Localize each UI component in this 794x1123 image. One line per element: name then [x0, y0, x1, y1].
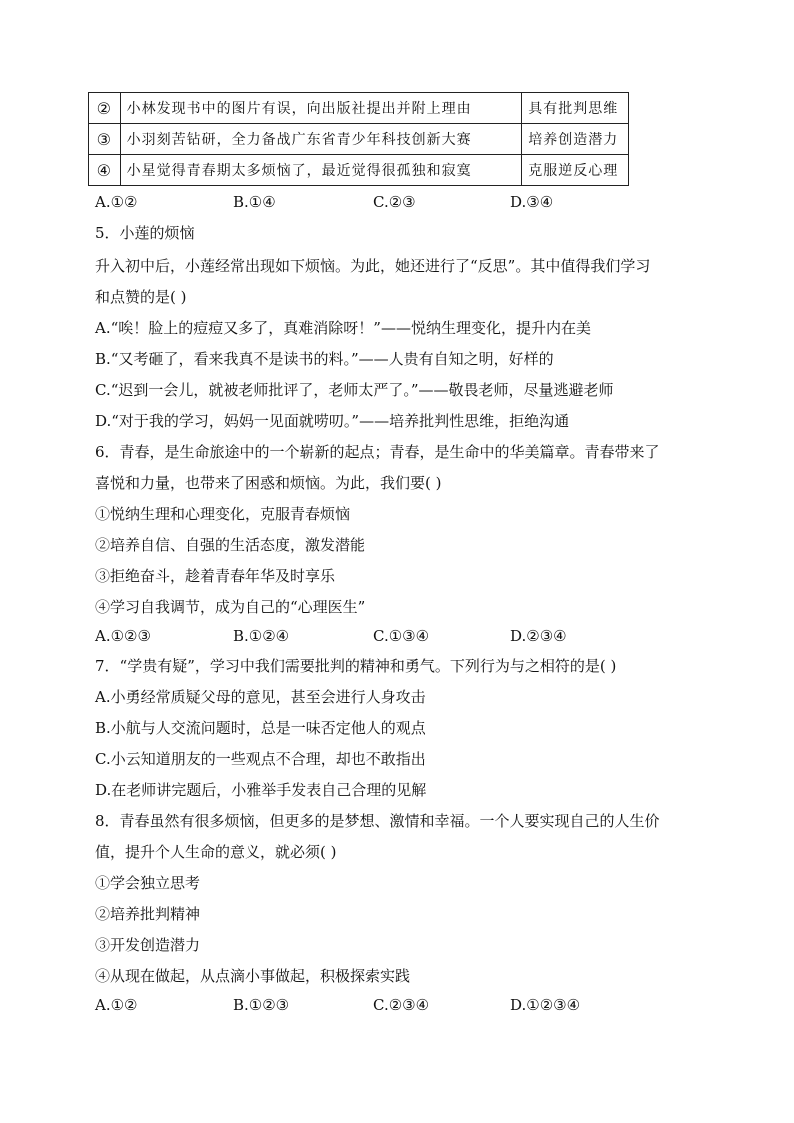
q4-option-b[interactable]: B.①④: [233, 193, 276, 211]
q6-option-a[interactable]: A.①②③: [95, 627, 151, 645]
q7-stem: 7．“学贵有疑”，学习中我们需要批判的精神和勇气。下列行为与之相符的是( ): [95, 657, 617, 675]
q5-option-b[interactable]: B.“又考砸了，看来我真不是读书的料。”——人贵有自知之明，好样的: [95, 350, 554, 368]
q4-option-a[interactable]: A.①②: [95, 193, 138, 211]
q5-option-a[interactable]: A.“唉！脸上的痘痘又多了，真难消除呀！”——悦纳生理变化，提升内在美: [95, 319, 591, 337]
q6-item-2: ②培养自信、自强的生活态度，激发潜能: [95, 536, 366, 554]
q6-options: [95, 627, 735, 649]
q6-stem-line-2: 喜悦和力量，也带来了困惑和烦恼。为此，我们要( ): [95, 474, 442, 492]
row-result: 培养创造潜力: [522, 124, 629, 155]
q5-option-c[interactable]: C.“迟到一会儿，就被老师批评了，老师太严了。”——敬畏老师，尽量逃避老师: [95, 381, 614, 399]
row-description: 小林发现书中的图片有误，向出版社提出并附上理由: [120, 93, 522, 124]
q6-item-3: ③拒绝奋斗，趁着青春年华及时享乐: [95, 567, 336, 585]
q6-option-b[interactable]: B.①②④: [233, 627, 290, 645]
q8-option-c[interactable]: C.②③④: [373, 996, 430, 1014]
q8-stem-line-2: 值，提升个人生命的意义，就必须( ): [95, 843, 337, 861]
q6-option-d[interactable]: D.②③④: [510, 627, 567, 645]
q8-option-d[interactable]: D.①②③④: [510, 996, 581, 1014]
q8-item-1: ①学会独立思考: [95, 874, 201, 892]
q7-option-d[interactable]: D.在老师讲完题后，小雅举手发表自己合理的见解: [95, 781, 427, 799]
q6-item-4: ④学习自我调节，成为自己的“心理医生”: [95, 598, 366, 616]
q4-options: [95, 193, 735, 215]
q4-option-d[interactable]: D.③④: [510, 193, 554, 211]
row-result: 克服逆反心理: [522, 155, 629, 186]
q8-item-4: ④从现在做起，从点滴小事做起，积极探索实践: [95, 967, 411, 985]
q8-item-2: ②培养批判精神: [95, 905, 201, 923]
q4-option-c[interactable]: C.②③: [373, 193, 416, 211]
row-description: 小星觉得青春期太多烦恼了，最近觉得很孤独和寂寞: [120, 155, 522, 186]
q8-option-b[interactable]: B.①②③: [233, 996, 290, 1014]
q8-stem-line-1: 8．青春虽然有很多烦恼，但更多的是梦想、激情和幸福。一个人要实现自己的人生价: [95, 812, 660, 830]
q7-option-c[interactable]: C.小云知道朋友的一些观点不合理，却也不敢指出: [95, 750, 426, 768]
q7-option-b[interactable]: B.小航与人交流问题时，总是一味否定他人的观点: [95, 719, 426, 737]
row-result: 具有批判思维: [522, 93, 629, 124]
q6-option-c[interactable]: C.①③④: [373, 627, 430, 645]
q8-item-3: ③开发创造潜力: [95, 936, 201, 954]
q8-option-a[interactable]: A.①②: [95, 996, 138, 1014]
q7-option-a[interactable]: A.小勇经常质疑父母的意见，甚至会进行人身攻击: [95, 688, 426, 706]
q5-stem-line-2: 和点赞的是( ): [95, 288, 187, 306]
row-description: 小羽刻苦钻研，全力备战广东省青少年科技创新大赛: [120, 124, 522, 155]
comparison-table: [88, 92, 629, 186]
q6-stem-line-1: 6．青春，是生命旅途中的一个崭新的起点；青春，是生命中的华美篇章。青春带来了: [95, 443, 660, 461]
row-number: ③: [89, 124, 121, 155]
table-row: [89, 93, 629, 124]
q6-item-1: ①悦纳生理和心理变化，克服青春烦恼: [95, 505, 351, 523]
row-number: ④: [89, 155, 121, 186]
q8-options: [95, 996, 735, 1018]
table-row: [89, 155, 629, 186]
q5-title: 5．小莲的烦恼: [95, 224, 195, 242]
q5-option-d[interactable]: D.“对于我的学习，妈妈一见面就唠叨。”——培养批判性思维，拒绝沟通: [95, 412, 570, 430]
q5-stem-line-1: 升入初中后，小莲经常出现如下烦恼。为此，她还进行了“反思”。其中值得我们学习: [95, 257, 651, 275]
row-number: ②: [89, 93, 121, 124]
table-row: [89, 124, 629, 155]
